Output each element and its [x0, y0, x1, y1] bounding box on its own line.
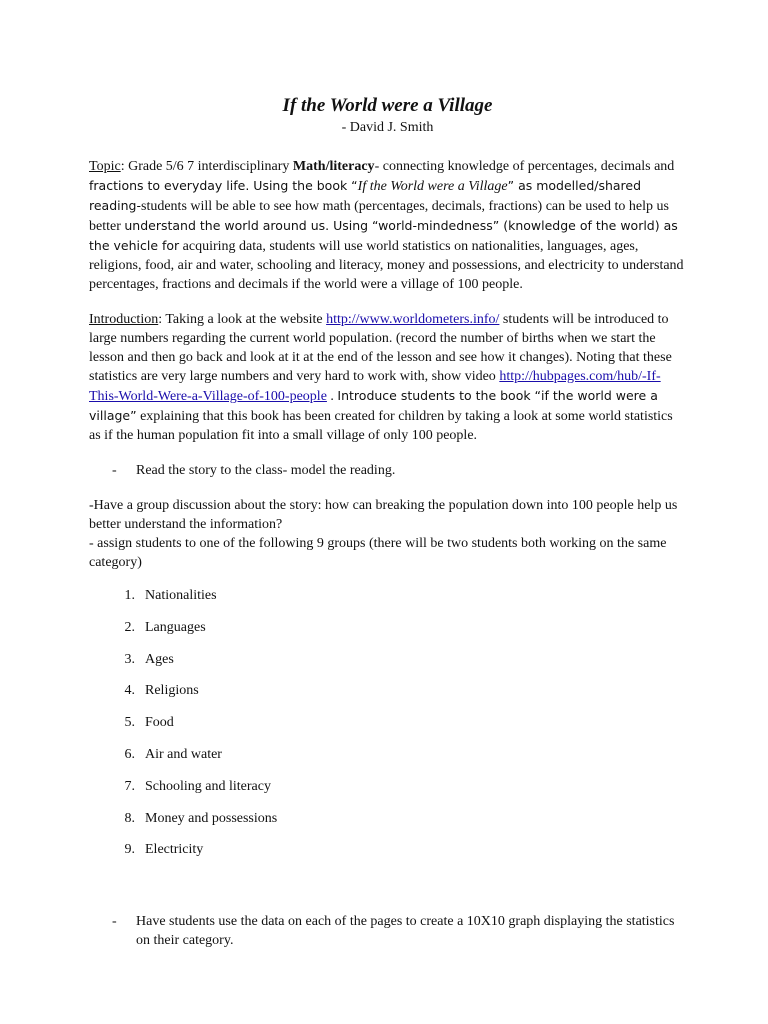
list-label: Religions	[145, 683, 199, 699]
topic-paragraph	[89, 157, 686, 294]
introduction-paragraph	[89, 310, 686, 445]
introduction-text-5: explaining that this book has been created for children by taking a look at some world statistics as if the human population fit into a small village of only 100 people.	[89, 409, 673, 443]
topic-text-6: understand the world around us. Using “world-mindedness” (knowledge of the world) as the vehicle for	[89, 218, 678, 253]
list-item	[89, 777, 686, 809]
list-label: Nationalities	[145, 588, 217, 603]
list-label: Electricity	[145, 842, 204, 858]
read-story-bullet	[89, 461, 686, 480]
list-number: 4.	[124, 683, 135, 699]
bullet-text: Read the story to the class- model the reading.	[136, 463, 396, 478]
list-item	[89, 618, 686, 650]
introduction-text-2: students will be introduced to large numbers regarding the current world population. (record the number of births when we start the lesson and then go back and look at it at the end of the lesson and see how it changes). Noting that these statistics are very large numbers and very hard to work with, show video	[89, 312, 672, 384]
bullet-dash: -	[112, 914, 117, 930]
topic-text-4: ” as modelled/shared reading-	[89, 178, 642, 213]
list-item	[89, 713, 686, 745]
list-label: Food	[145, 715, 174, 731]
hubpages-video-link[interactable]: http://hubpages.com/hub/-If-This-World-Were-a-Village-of-100-people	[89, 369, 661, 404]
bullet-dash: -	[112, 463, 117, 478]
topic-book-title: If the World were a Village	[357, 179, 508, 194]
introduction-text-1: : Taking a look at the website	[158, 312, 327, 327]
topic-label: Topic	[89, 159, 121, 174]
list-item	[89, 681, 686, 713]
list-number: 3.	[124, 651, 135, 667]
list-item	[89, 586, 686, 618]
group-list	[89, 586, 686, 872]
introduction-text-4: Introduce students to the book “if the world were a village”	[89, 388, 658, 423]
list-number: 9.	[124, 842, 135, 858]
list-item	[89, 809, 686, 841]
list-number: 5.	[124, 715, 135, 731]
document-title: If the World were a Village	[282, 95, 493, 116]
introduction-label: Introduction	[89, 312, 159, 327]
topic-text-3: fractions to everyday life. Using the book “	[89, 178, 358, 193]
list-item	[89, 650, 686, 682]
assign-paragraph: - assign students to one of the following 9 groups (there will be two students both working on the same category)	[89, 536, 667, 570]
worldometers-link[interactable]: http://www.worldometers.info/	[326, 312, 500, 327]
bullet-text: Have students use the data on each of the pages to create a 10X10 graph displaying the statistics on their category.	[136, 914, 675, 949]
list-number: 2.	[124, 619, 135, 635]
graph-task-bullet	[89, 912, 686, 950]
list-label: Schooling and literacy	[145, 778, 271, 794]
list-number: 1.	[124, 588, 135, 603]
list-item	[89, 840, 686, 872]
topic-text-2: - connecting knowledge of percentages, decimals and	[374, 159, 675, 174]
introduction-text-3: .	[326, 389, 338, 404]
list-number: 6.	[124, 746, 135, 762]
document-author: - David J. Smith	[341, 120, 434, 135]
topic-text-5: students will be able to see how math (percentages, decimals, fractions) can be used to help us better	[89, 199, 669, 234]
list-number: 7.	[124, 778, 135, 794]
list-label: Ages	[145, 651, 174, 667]
list-label: Languages	[145, 619, 206, 635]
topic-bold: Math/literacy	[292, 159, 375, 174]
topic-text-1: : Grade 5/6 7 interdisciplinary	[120, 159, 293, 174]
list-item	[89, 745, 686, 777]
discussion-paragraph: -Have a group discussion about the story: how can breaking the population down into 100 people help us better understand the information?	[89, 498, 678, 532]
list-number: 8.	[124, 810, 135, 826]
list-label: Air and water	[145, 746, 222, 762]
list-label: Money and possessions	[145, 810, 278, 826]
topic-text-7: acquiring data, students will use world statistics on nationalities, languages, ages, religions, food, air and water, schooling and literacy, money and possessions, and electricity to understand percentages, fractions and decimals if the world were a village of 100 people.	[89, 239, 684, 292]
